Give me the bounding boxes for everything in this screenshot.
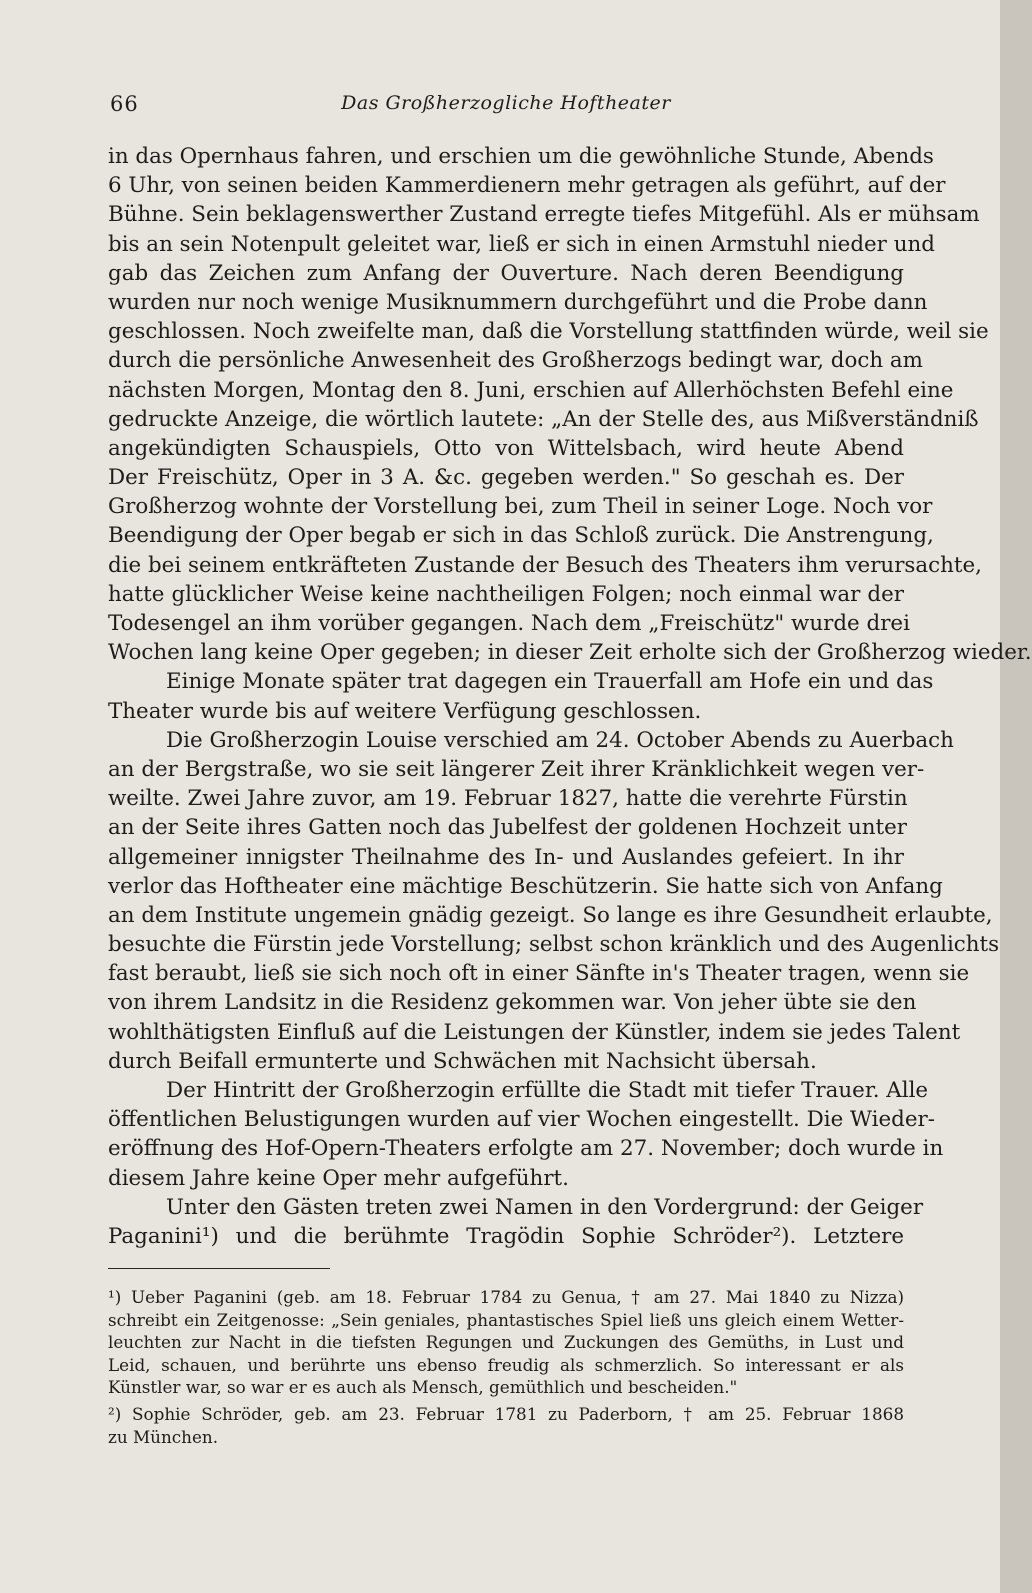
text-line: Theater wurde bis auf weitere Verfügung geschlossen. [108, 698, 702, 724]
text-line: in das Opernhaus fahren, und erschien um die gewöhnliche Stunde, Abends [108, 144, 934, 169]
text-line: Der Freischütz, Oper in 3 A. &c. gegeben werden." So geschah es. Der [108, 465, 904, 491]
footnote-line: Leid, schauen, und berührte uns ebenso freudig als schmerzlich. So interessant er als [108, 1354, 904, 1375]
text-line: Die Großherzogin Louise verschied am 24. October Abends zu Auerbach [166, 727, 954, 753]
text-line: bis an sein Notenpult geleitet war, ließ er sich in einen Armstuhl nieder und [108, 231, 935, 257]
text-line: von ihrem Landsitz in die Residenz gekommen war. Von jeher übte sie den [108, 990, 917, 1016]
text-line: die bei seinem entkräfteten Zustande der Besuch des Theaters ihm verursachte, [108, 552, 982, 578]
text-line: hatte glücklicher Weise keine nachtheiligen Folgen; noch einmal war der [108, 581, 904, 607]
page-number: 66 [110, 92, 139, 116]
running-head: Das Großherzogliche Hoftheater [341, 92, 671, 114]
text-line: fast beraubt, ließ sie sich noch oft in einer Sänfte in's Theater tragen, wenn sie [108, 961, 970, 987]
text-line: Unter den Gästen treten zwei Namen in den Vordergrund: der Geiger [166, 1194, 924, 1220]
text-line: Beendigung der Oper begab er sich in das Schloß zurück. Die Anstrengung, [108, 523, 934, 549]
footnote-line: ¹) Ueber Paganini (geb. am 18. Februar 1784 zu Genua, † am 27. Mai 1840 zu Nizza) [108, 1287, 904, 1307]
text-line: Todesengel an ihm vorüber gegangen. Nach dem „Freischütz" wurde drei [108, 611, 910, 636]
page-header [110, 92, 902, 118]
text-line: allgemeiner innigster Theilnahme des In- und Auslandes gefeiert. In ihr [108, 844, 904, 870]
text-line: diesem Jahre keine Oper mehr aufgeführt. [108, 1165, 569, 1191]
text-line: Wochen lang keine Oper gegeben; in dieser Zeit erholte sich der Großherzog wieder. [108, 640, 1032, 666]
text-line: eröffnung des Hof-Opern-Theaters erfolgte am 27. November; doch wurde in [108, 1136, 944, 1162]
text-line: gab das Zeichen zum Anfang der Ouverture. Nach deren Beendigung [108, 260, 904, 286]
text-line: durch die persönliche Anwesenheit des Großherzogs bedingt war, doch am [108, 348, 923, 374]
text-line: Großherzog wohnte der Vorstellung bei, zum Theil in seiner Loge. Noch vor [108, 494, 933, 520]
footnote-line: Künstler war, so war er es auch als Mensch, gemüthlich und bescheiden." [108, 1377, 738, 1398]
footnote-line: schreibt ein Zeitgenosse: „Sein geniales, phantastisches Spiel ließ uns gleich einem Wetter- [108, 1309, 904, 1330]
text-line: wohlthätigsten Einfluß auf die Leistungen der Künstler, indem sie jedes Talent [108, 1019, 961, 1045]
footnote-line: zu München. [108, 1426, 219, 1447]
footnote-1 [108, 1286, 904, 1399]
text-line: gedruckte Anzeige, die wörtlich lautete: „An der Stelle des, aus Mißverständniß [108, 406, 979, 432]
text-line: an der Bergstraße, wo sie seit längerer Zeit ihrer Kränklichkeit wegen ver- [108, 756, 925, 782]
footnote-2 [108, 1403, 904, 1448]
text-line: öffentlichen Belustigungen wurden auf vier Wochen eingestellt. Die Wieder- [108, 1107, 935, 1133]
footnote-line: leuchten zur Nacht in die tiefsten Regungen und Zuckungen des Gemüths, in Lust und [108, 1332, 904, 1353]
footnote-divider [108, 1268, 330, 1269]
text-line: an der Seite ihres Gatten noch das Jubelfest der goldenen Hochzeit unter [108, 815, 908, 841]
text-line: nächsten Morgen, Montag den 8. Juni, erschien auf Allerhöchsten Befehl eine [108, 377, 954, 403]
text-line: an dem Institute ungemein gnädig gezeigt. So lange es ihre Gesundheit erlaubte, [108, 902, 993, 928]
text-line: Paganini¹) und die berühmte Tragödin Sophie Schröder²). Letztere [108, 1223, 904, 1249]
text-line: 6 Uhr, von seinen beiden Kammerdienern mehr getragen als geführt, auf der [108, 173, 946, 199]
text-line: Bühne. Sein beklagenswerther Zustand erregte tiefes Mitgefühl. Als er mühsam [108, 202, 980, 228]
text-line: weilte. Zwei Jahre zuvor, am 19. Februar 1827, hatte die verehrte Fürstin [108, 786, 908, 812]
text-line: wurden nur noch wenige Musiknummern durchgeführt und die Probe dann [108, 289, 928, 315]
text-line: verlor das Hoftheater eine mächtige Beschützerin. Sie hatte sich von Anfang [108, 873, 943, 899]
text-line: angekündigten Schauspiels, Otto von Wittelsbach, wird heute Abend [108, 435, 904, 461]
text-line: Einige Monate später trat dagegen ein Trauerfall am Hofe ein und das [166, 669, 934, 695]
footnotes [108, 1286, 904, 1448]
text-line: geschlossen. Noch zweifelte man, daß die Vorstellung stattfinden würde, weil sie [108, 319, 989, 345]
text-line: durch Beifall ermunterte und Schwächen mit Nachsicht übersah. [108, 1048, 817, 1074]
body-text [108, 142, 1032, 1251]
text-line: Der Hintritt der Großherzogin erfüllte die Stadt mit tiefer Trauer. Alle [166, 1078, 929, 1103]
footnote-line: ²) Sophie Schröder, geb. am 23. Februar 1781 zu Paderborn, † am 25. Februar 1868 [108, 1403, 904, 1424]
text-line: besuchte die Fürstin jede Vorstellung; selbst schon kränklich und des Augenlichts [108, 932, 1000, 958]
